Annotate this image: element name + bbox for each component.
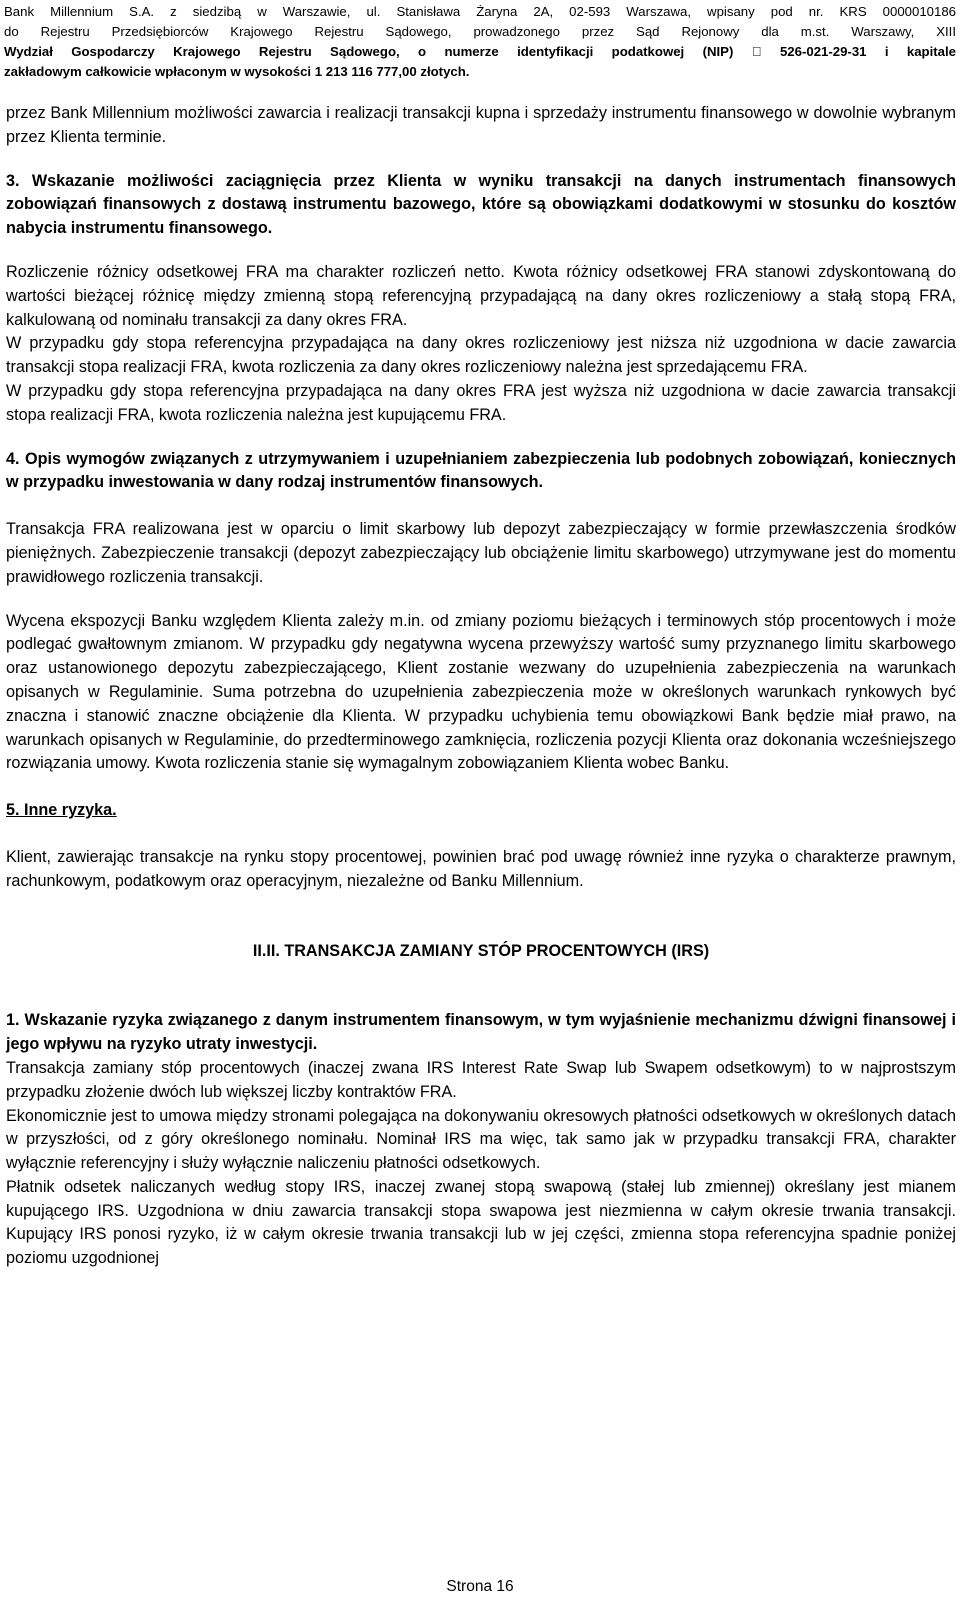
paragraph-fra-higher-rate: W przypadku gdy stopa referencyjna przypadająca na dany okres FRA jest wyższa niż uzgodniona w dacie zawarcia transakcji stopa realizacji FRA, kwota rozliczenia należna jest kupującemu FRA. [6, 381, 956, 424]
paragraph-irs-payer: Płatnik odsetek naliczanych według stopy IRS, inaczej zwanej stopą swapową (stałej lub zmiennej) określany jest mianem kupującego IRS. Uzgodniona w dniu zawarcia transakcji stopa swapowa jest niezmienna w całym okresie trwania transakcji. Kupujący IRS ponosi ryzyko, iż w całym okresie trwania transakcji lub w jej części, zmienna stopa referencyjna spadnie poniżej poziomu uzgodnionej [6, 1177, 956, 1268]
heading-5: 5. Inne ryzyka. [6, 801, 117, 820]
header-line-3: Wydział Gospodarczy Krajowego Rejestru Sądowego, o numerze identyfikacji podatkowej (NIP) 526-021-29-31 i kapitale [4, 44, 956, 59]
header-line-4: zakładowym całkowicie wpłaconym w wysokości 1 213 116 777,00 złotych. [4, 64, 470, 79]
header-line-1: Bank Millennium S.A. z siedzibą w Warszawie, ul. Stanisława Żaryna 2A, 02-593 Warszawa, wpisany pod nr. KRS 0000010186 [4, 4, 956, 19]
section-title: II.II. TRANSAKCJA ZAMIANY STÓP PROCENTOWYCH (IRS) [252, 941, 710, 960]
paragraph-fra-collateral: Transakcja FRA realizowana jest w oparciu o limit skarbowy lub depozyt zabezpieczający w formie przewłaszczenia środków pieniężnych. Zabezpieczenie transakcji (depozyt zabezpieczający lub obciążenie limitu skarbowego) utrzymywane jest do momentu prawidłowego rozliczenia transakcji. [6, 520, 956, 586]
heading-4: 4. Opis wymogów związanych z utrzymywaniem i uzupełnianiem zabezpieczenia lub podobnych zobowiązań, koniecznych w przypadku inwestowania w dany rodzaj instrumentów finansowych. [6, 449, 956, 492]
page-body [6, 102, 956, 1271]
document-header [4, 2, 956, 82]
paragraph-other-risks: Klient, zawierając transakcje na rynku stopy procentowej, powinien brać pod uwagę również inne ryzyka o charakterze prawnym, rachunkowym, podatkowym oraz operacyjnym, niezależne od Banku Millennium. [6, 847, 956, 890]
paragraph-intro: przez Bank Millennium możliwości zawarcia i realizacji transakcji kupna i sprzedaży instrumentu finansowego w dowolnie wybranym przez Klienta terminie. [6, 104, 956, 146]
paragraph-fra-settlement: Rozliczenie różnicy odsetkowej FRA ma charakter rozliczeń netto. Kwota różnicy odsetkowej FRA stanowi zdyskontowaną do wartości bieżącej różnicę między zmienną stopą referencyjną przypadającą na dany okres rozliczeniowy a stałą stopą FRA, kalkulowaną od nominału transakcji za dany okres FRA. [6, 262, 956, 329]
paragraph-irs-economics: Ekonomicznie jest to umowa między stronami polegająca na dokonywaniu okresowych płatności odsetkowych w określonych datach w przyszłości, od z góry określonego nominału. Nominał IRS ma więc, tak samo jak w przypadku transakcji FRA, charakter wyłącznie referencyjny i służy wyłącznie naliczeniu płatności odsetkowych. [6, 1106, 956, 1173]
page-number: Strona 16 [446, 1578, 514, 1595]
paragraph-exposure-valuation: Wycena ekspozycji Banku względem Klienta zależy m.in. od zmiany poziomu bieżących i terminowych stóp procentowych i może podlegać gwałtownym zmianom. W przypadku gdy negatywna wycena przewyższy wartość sumy przyznanego limitu skarbowego oraz ustanowionego depozytu zabezpieczającego, Klient zostanie wezwany do uzupełnienia zabezpieczenia na warunkach opisanych w Regulaminie. Suma potrzebna do uzupełnienia zabezpieczenia może w określonych warunkach rynkowych być znaczna i stanowić znaczne obciążenie dla Klienta. W przypadku uchybienia temu obowiązkowi Bank będzie miał prawo, na warunkach opisanych w Regulaminie, do przedterminowego zamknięcia, rozliczenia pozycji Klienta oraz dokonania wcześniejszego rozwiązania umowy. Kwota rozliczenia stanie się wymagalnym zobowiązaniem Klienta wobec Banku. [6, 611, 956, 773]
paragraph-fra-lower-rate: W przypadku gdy stopa referencyjna przypadająca na dany okres rozliczeniowy jest niższa niż uzgodniona w dacie zawarcia transakcji stopa realizacji FRA, kwota rozliczenia za dany okres rozliczeniowy należna jest sprzedającemu FRA. [6, 334, 956, 377]
heading-3: 3. Wskazanie możliwości zaciągnięcia przez Klienta w wyniku transakcji na danych instrumentach finansowych zobowiązań finansowych z dostawą instrumentu bazowego, które są obowiązkami dodatkowymi w stosunku do kosztów nabycia instrumentu finansowego. [6, 171, 956, 238]
paragraph-irs-definition: Transakcja zamiany stóp procentowych (inaczej zwana IRS Interest Rate Swap lub Swapem odsetkowym) to w najprostszym przypadku złożenie dwóch lub większej liczby kontraktów FRA. [6, 1058, 956, 1101]
heading-1: 1. Wskazanie ryzyka związanego z danym instrumentem finansowym, w tym wyjaśnienie mechanizmu dźwigni finansowej i jego wpływu na ryzyko utraty inwestycji. [6, 1011, 956, 1054]
header-line-2: do Rejestru Przedsiębiorców Krajowego Rejestru Sądowego, prowadzonego przez Sąd Rejonowy dla m.st. Warszawy, XIII [4, 24, 956, 39]
